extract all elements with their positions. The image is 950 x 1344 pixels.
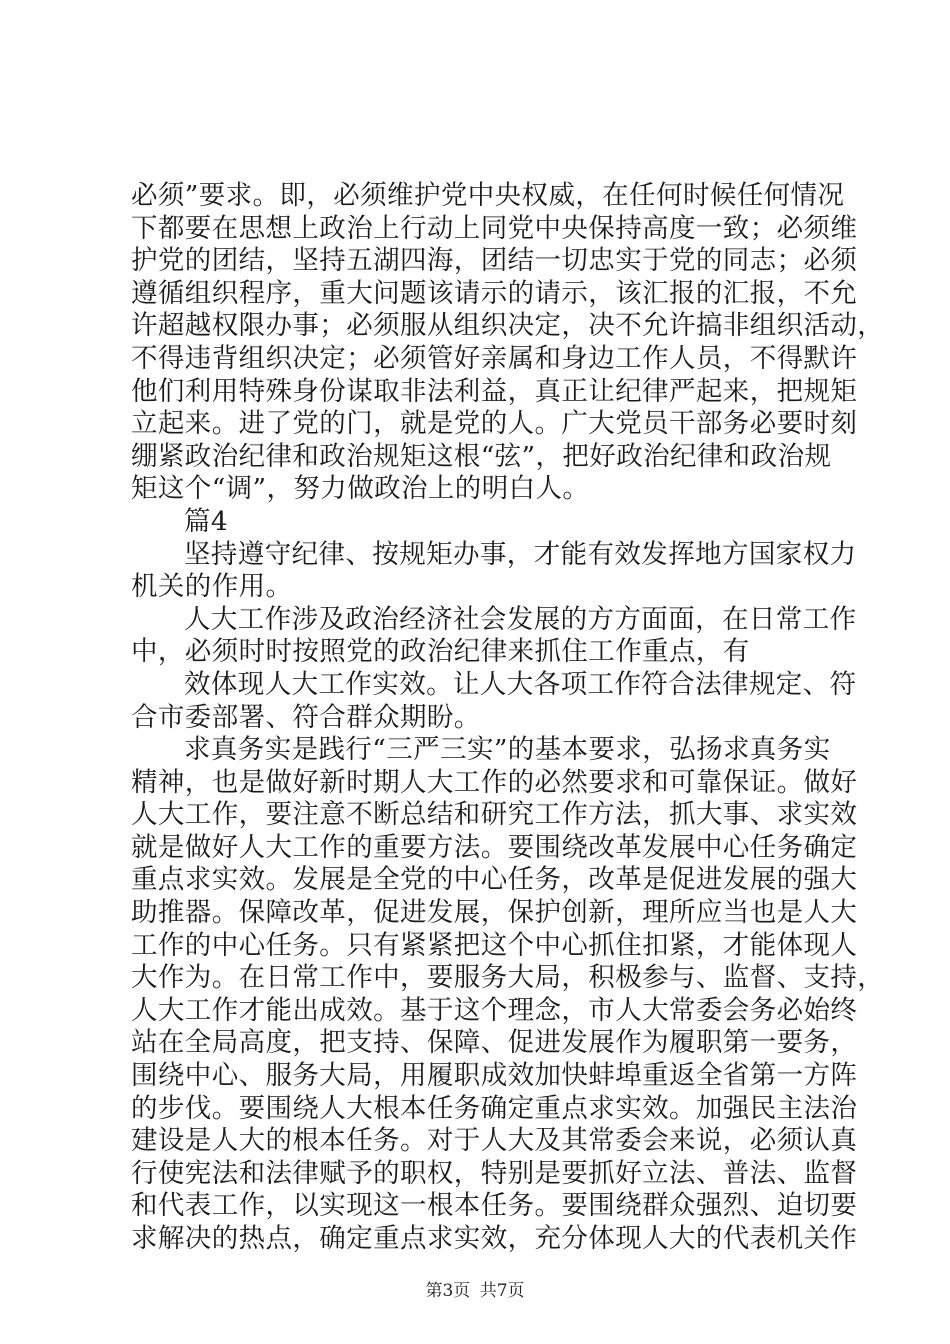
text-line: 人大工作才能出成效。基于这个理念，市人大常委会务必始终 [131,994,858,1026]
text-line: 矩这个“调”，努力做政治上的明白人。 [131,473,590,505]
text-line: 篇4 [184,505,229,537]
text-line: 不得违背组织决定；必须管好亲属和身边工作人员，不得默许 [131,342,858,374]
text-line: 立起来。进了党的门，就是党的人。广大党员干部务必要时刻 [131,408,858,440]
text-line: 绷紧政治纪律和政治规矩这根“弦”，把好政治纪律和政治规 [131,440,832,472]
text-line: 和代表工作，以实现这一根本任务。要围绕群众强烈、迫切要 [131,1190,858,1222]
text-line: 助推器。保障改革，促进发展，保护创新，理所应当也是人大 [131,897,858,929]
text-line: 重点求实效。发展是全党的中心任务，改革是促进发展的强大 [131,864,858,896]
text-line: 他们利用特殊身份谋取非法利益，真正让纪律严起来，把规矩 [131,375,858,407]
text-line: 的步伐。要围绕人大根本任务确定重点求实效。加强民主法治 [131,1092,858,1124]
document-body [131,180,885,1256]
text-line: 就是做好人大工作的重要方法。要围绕改革发展中心任务确定 [131,831,858,863]
text-line: 许超越权限办事；必须服从组织决定，决不允许搞非组织活动， [131,310,885,342]
text-line: 大作为。在日常工作中，要服务大局，积极参与、监督、支持， [131,962,885,994]
text-line: 围绕中心、服务大局，用履职成效加快蚌埠重返全省第一方阵 [131,1060,858,1092]
text-line: 工作的中心任务。只有紧紧把这个中心抓住扣紧，才能体现人 [131,929,858,961]
page-footer [0,1276,950,1301]
text-line: 站在全局高度，把支持、保障、促进发展作为履职第一要务， [131,1027,858,1059]
text-line: 机关的作用。 [131,571,293,603]
text-line: 精神，也是做好新时期人大工作的必然要求和可靠保证。做好 [131,766,858,798]
text-line: 建设是人大的根本任务。对于人大及其常委会来说，必须认真 [131,1125,858,1157]
text-line: 人大工作，要注意不断总结和研究工作方法，抓大事、求实效 [131,799,858,831]
page-number: 第3页 [425,1281,471,1301]
text-line: 效体现人大工作实效。让人大各项工作符合法律规定、符 [184,668,857,700]
page-total: 共7页 [479,1281,525,1301]
text-line: 行使宪法和法律赋予的职权，特别是要抓好立法、普法、监督 [131,1157,858,1189]
text-line: 求真务实是践行“三严三实”的基本要求，弘扬求真务实 [184,734,831,766]
text-line: 必须”要求。即，必须维护党中央权威，在任何时候任何情况 [131,180,845,211]
text-line: 人大工作涉及政治经济社会发展的方方面面，在日常工作 [184,603,857,635]
text-line: 护党的团结，坚持五湖四海，团结一切忠实于党的同志；必须 [131,245,858,277]
text-line: 遵循组织程序，重大问题该请示的请示，该汇报的汇报，不允 [131,277,858,309]
text-line: 下都要在思想上政治上行动上同党中央保持高度一致；必须维 [131,212,858,244]
text-line: 中，必须时时按照党的政治纪律来抓住工作重点，有 [131,636,750,668]
text-line: 合市委部署、符合群众期盼。 [131,701,481,733]
text-line: 坚持遵守纪律、按规矩办事，才能有效发挥地方国家权力 [184,538,857,570]
text-line: 求解决的热点，确定重点求实效，充分体现人大的代表机关作 [131,1223,858,1254]
